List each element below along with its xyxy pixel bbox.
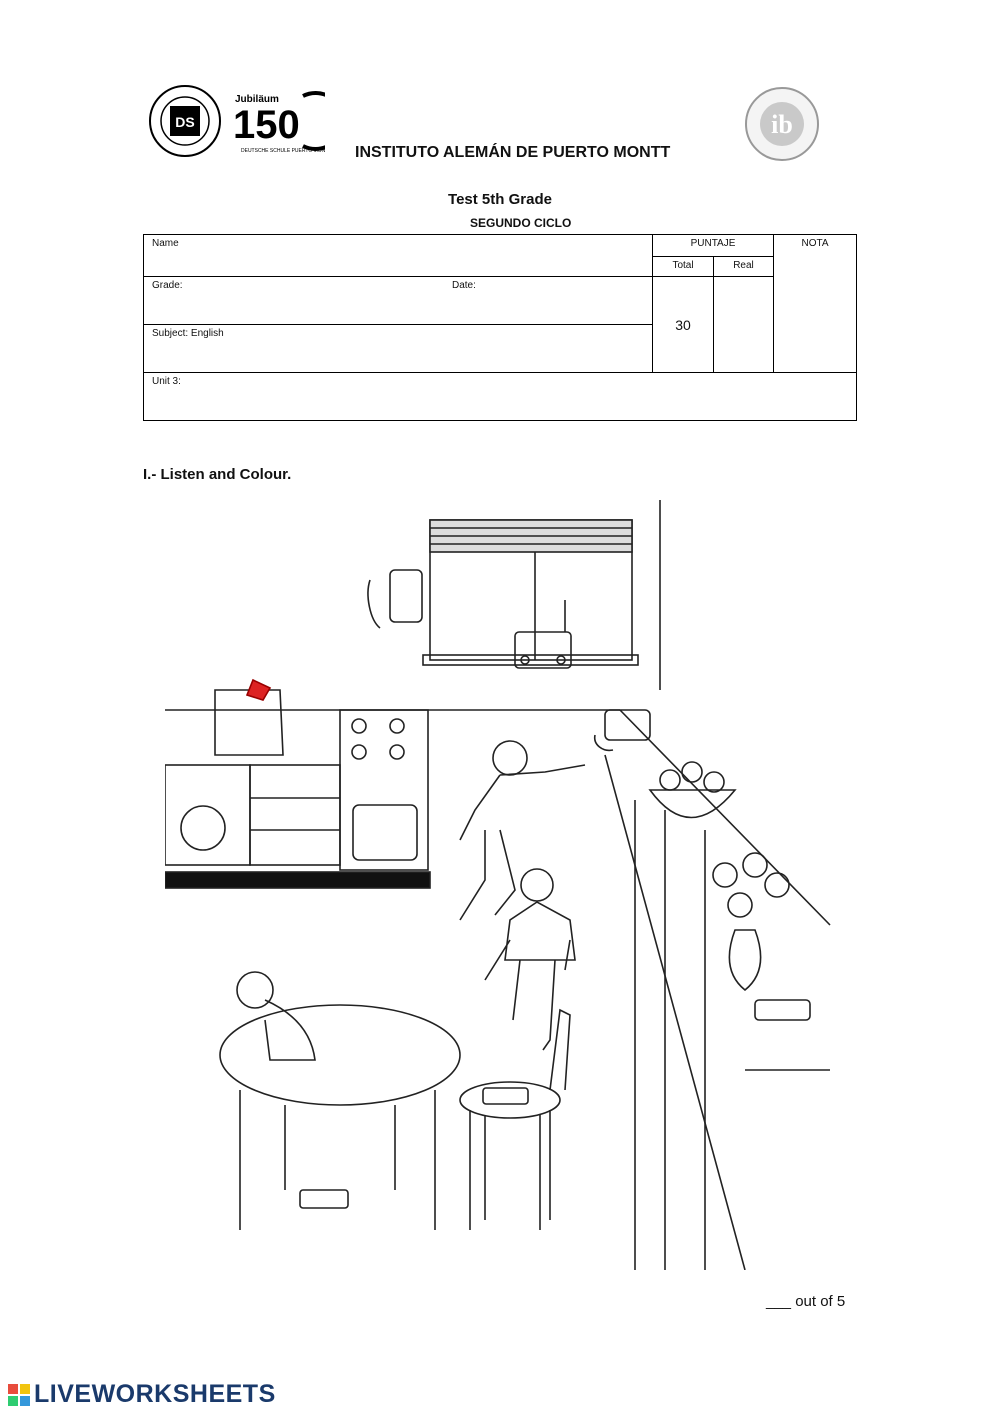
name-cell[interactable] <box>144 235 653 277</box>
basket <box>215 680 283 755</box>
ib-logo <box>744 86 820 162</box>
cabinets-left <box>250 765 340 865</box>
fruit-bowl <box>650 762 735 818</box>
unit-label: Unit 3: <box>152 376 181 387</box>
stove <box>340 710 428 870</box>
kitchen-illustration[interactable] <box>165 500 845 1270</box>
subject-label: Subject: English <box>152 328 224 339</box>
counter-right <box>605 710 830 1270</box>
student-info-table <box>143 234 857 421</box>
subject-cell <box>144 325 653 373</box>
name-label: Name <box>152 238 179 249</box>
desk-phone-icon <box>595 710 650 750</box>
girl-figure <box>485 869 575 1050</box>
svg-text:DEUTSCHE SCHULE PUERTO MONTT: DEUTSCHE SCHULE PUERTO MONTT <box>241 148 325 154</box>
total-value: 30 <box>653 277 714 373</box>
svg-text:Jubiläum: Jubiläum <box>235 94 279 105</box>
svg-text:150: 150 <box>233 103 300 147</box>
school-logo <box>148 84 222 158</box>
grade-label: Grade: <box>152 280 183 291</box>
puntaje-header: PUNTAJE <box>653 235 774 257</box>
svg-text:ib: ib <box>771 110 793 139</box>
date-cell[interactable] <box>444 277 653 325</box>
date-label: Date: <box>452 280 476 291</box>
washing-machine <box>165 765 250 865</box>
svg-text:DS: DS <box>175 114 195 130</box>
test-subtitle: SEGUNDO CICLO <box>470 216 572 230</box>
jubilee-logo <box>233 88 325 154</box>
window <box>423 520 638 665</box>
liveworksheets-icon <box>8 1384 30 1406</box>
grade-cell[interactable] <box>144 277 445 325</box>
unit-cell <box>144 373 857 421</box>
test-title: Test 5th Grade <box>448 191 552 208</box>
mobile-phone-floor-icon <box>300 1190 348 1208</box>
cat-figure <box>237 972 315 1060</box>
radio-icon <box>515 600 571 668</box>
section-title: I.- Listen and Colour. <box>143 466 292 483</box>
round-table <box>220 1005 460 1230</box>
total-header: Total <box>653 257 714 277</box>
wall-phone-icon <box>368 570 422 628</box>
nota-cell[interactable] <box>774 235 857 373</box>
school-name: INSTITUTO ALEMÁN DE PUERTO MONTT <box>355 144 671 161</box>
section-score: ___ out of 5 <box>766 1293 846 1310</box>
brand-text: LIVEWORKSHEETS <box>34 1380 276 1408</box>
real-header: Real <box>714 257 774 277</box>
liveworksheets-logo <box>8 1380 276 1409</box>
mobile-phone-counter-icon <box>755 1000 810 1020</box>
mobile-phone-chair-icon <box>483 1088 528 1104</box>
nota-label: NOTA <box>801 238 829 249</box>
real-score-cell[interactable] <box>714 277 774 373</box>
chair <box>460 1010 570 1230</box>
flower-vase <box>713 853 789 990</box>
